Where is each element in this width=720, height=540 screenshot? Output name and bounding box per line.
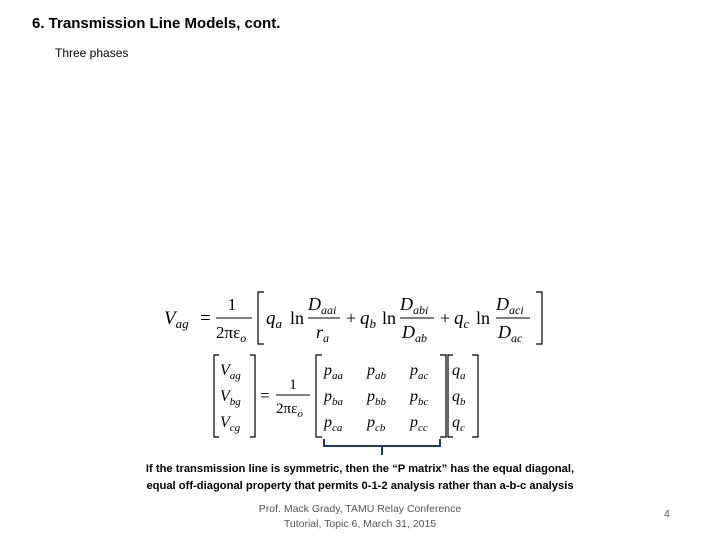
- footer-line-1: Prof. Mack Grady, TAMU Relay Conference: [258, 503, 462, 515]
- v-vector-entry: $V_{ag}$: [220, 362, 241, 382]
- caption-line-2: equal off-diagonal property that permits 0-1-2 analysis rather than a-b-c analysis: [146, 480, 574, 492]
- eq1-t3-num: $D_{aci}$: [496, 294, 524, 317]
- p-matrix-entry: $p_{bb}$: [367, 388, 386, 408]
- eq1-left-bracket: [258, 292, 264, 344]
- eq1-frac-den: $2\pi\varepsilon_o$: [216, 323, 247, 345]
- eq1-frac-num: 1: [227, 295, 237, 314]
- p-matrix-underbrace: [320, 438, 444, 456]
- caption-line-1: If the transmission line is symmetric, then the “P matrix” has the equal diagonal,: [145, 463, 575, 475]
- footer: [240, 502, 480, 532]
- q-vector-right-bracket: [472, 355, 478, 437]
- eq1-ln-3: ln: [476, 308, 491, 328]
- eq2-equals: =: [260, 386, 270, 405]
- p-matrix-entry: $p_{bc}$: [410, 388, 429, 408]
- eq1-t3-den: $D_{ac}$: [498, 322, 523, 345]
- eq1-t1-num: $D_{aai}$: [308, 294, 337, 317]
- p-matrix-entry: $p_{cb}$: [367, 414, 386, 434]
- equation-vag: [160, 288, 550, 348]
- eq2-frac-den: $2\pi\varepsilon_o$: [276, 401, 303, 420]
- eq1-t2-den: $D_{ab}$: [402, 322, 427, 345]
- page-number: 4: [664, 508, 670, 520]
- eq1-ln-1: ln: [290, 308, 305, 328]
- v-vector-left-bracket: [214, 355, 219, 437]
- p-matrix-entry: $p_{ba}$: [324, 388, 343, 408]
- eq1-qa: $q_a$: [266, 308, 282, 331]
- p-matrix-entry: $p_{ab}$: [367, 362, 386, 382]
- eq1-t2-num: $D_{abi}$: [400, 294, 429, 317]
- eq1-right-bracket: [536, 292, 542, 344]
- p-matrix-entry: $p_{ac}$: [410, 362, 429, 382]
- eq1-lhs: $V_{ag}$: [164, 308, 189, 331]
- eq1-qb: $q_b$: [360, 308, 376, 331]
- footer-line-2: Tutorial, Topic 6, March 31, 2015: [283, 518, 437, 530]
- v-vector-entry: $V_{cg}$: [220, 414, 241, 434]
- eq1-equals: =: [200, 308, 211, 329]
- eq1-plus-2: +: [440, 308, 451, 328]
- caption: [118, 461, 602, 495]
- equation-matrix: [212, 353, 482, 441]
- q-vector-entry: $q_b$: [452, 388, 466, 408]
- p-matrix-entry: $p_{cc}$: [410, 414, 428, 434]
- eq1-t1-den: $r_a$: [316, 322, 330, 345]
- p-matrix-entry: $p_{ca}$: [324, 414, 343, 434]
- q-vector-entry: $q_a$: [452, 362, 466, 382]
- eq1-plus-1: +: [346, 308, 357, 328]
- eq1-ln-2: ln: [382, 308, 397, 328]
- slide-subtitle: Three phases: [55, 46, 129, 60]
- p-matrix-right-bracket: [440, 355, 446, 437]
- q-vector-entry: $q_c$: [452, 414, 465, 434]
- p-matrix-left-bracket: [316, 355, 322, 437]
- eq1-qc: $q_c$: [454, 308, 470, 331]
- eq2-frac-num: 1: [289, 377, 297, 393]
- v-vector-right-bracket: [250, 355, 255, 437]
- p-matrix-entry: $p_{aa}$: [324, 362, 343, 382]
- slide-title: 6. Transmission Line Models, cont.: [32, 15, 281, 32]
- v-vector-entry: $V_{bg}$: [220, 388, 241, 408]
